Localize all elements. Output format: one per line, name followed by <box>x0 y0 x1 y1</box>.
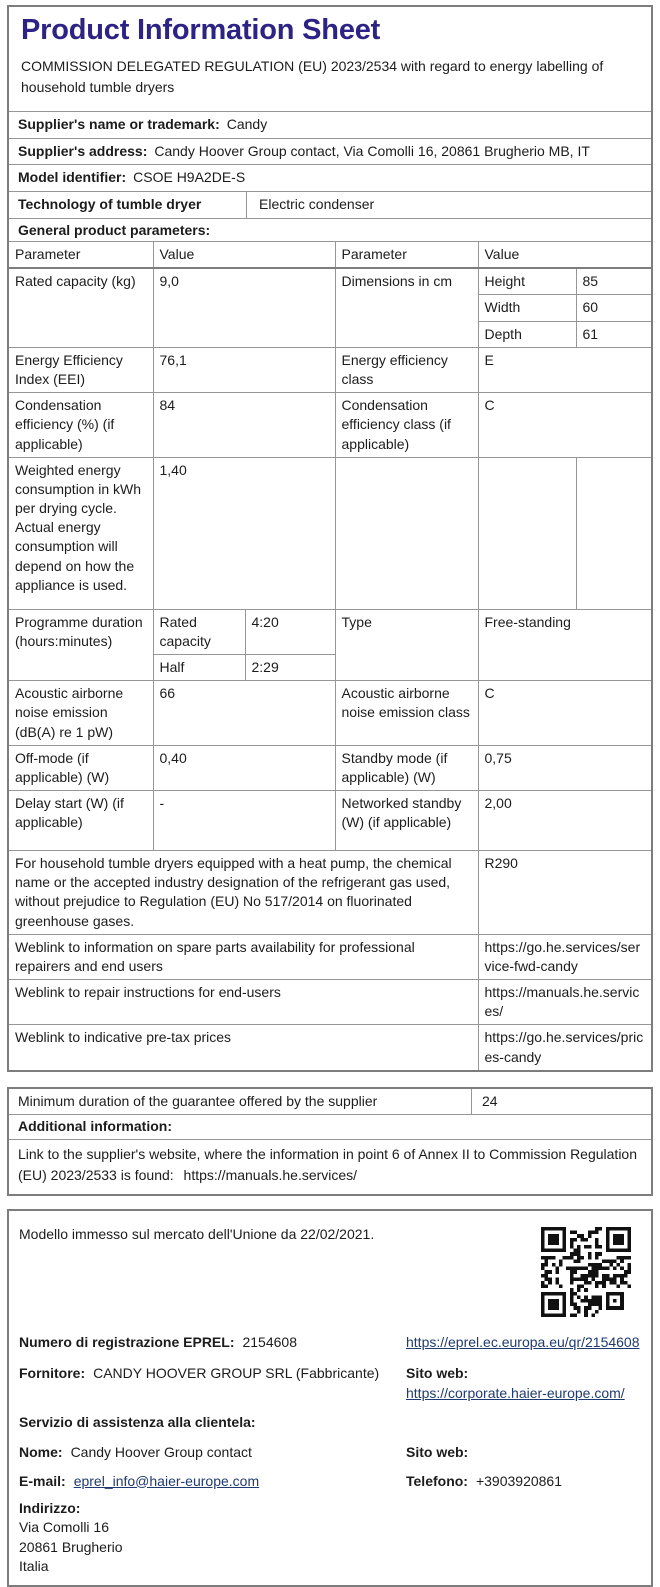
technology-label: Technology of tumble dryer <box>9 192 247 218</box>
eei-class-label: Energy efficiency class <box>335 347 478 392</box>
noise-class-value: C <box>478 681 651 746</box>
fornitore-left <box>19 1364 406 1384</box>
type-label: Type <box>335 609 478 681</box>
sito-web2-cell <box>406 1443 641 1463</box>
col-header-parameter-2: Parameter <box>335 242 478 269</box>
refrigerant-value: R290 <box>478 851 651 935</box>
rated-capacity-label: Rated capacity (kg) <box>9 268 153 347</box>
model-identifier-label: Model identifier: <box>18 169 127 186</box>
condensation-class-value: C <box>478 393 651 458</box>
table-row <box>9 934 651 979</box>
supplier-website-url: https://manuals.he.services/ <box>183 1166 358 1183</box>
italian-info-section <box>7 1209 653 1587</box>
table-row <box>9 1025 651 1070</box>
page-title: Product Information Sheet <box>21 14 381 46</box>
noise-value: 66 <box>153 681 335 746</box>
table-row <box>9 347 651 392</box>
email-left <box>19 1472 406 1492</box>
weblink-repair-value: https://manuals.he.services/ <box>478 980 651 1025</box>
sito-web2-label: Sito web: <box>406 1443 469 1460</box>
col-header-value-2: Value <box>478 242 651 269</box>
qr-code-icon <box>541 1227 631 1317</box>
noise-class-label: Acoustic airborne noise emission class <box>335 681 478 746</box>
offmode-label: Off-mode (if applicable) (W) <box>9 745 153 790</box>
delay-start-value: - <box>153 791 335 851</box>
programme-duration-label: Programme duration (hours:minutes) <box>9 609 153 681</box>
refrigerant-label: For household tumble dryers equipped with a heat pump, the chemical name or the accepted industry designation of the refrigerant gas used, without prejudice to Regulation (EU) No 517/2014 on fluorinated greenhouse gases. <box>9 851 478 935</box>
supplier-address-row <box>9 138 651 165</box>
networked-standby-label: Networked standby (W) (if applicable) <box>335 791 478 851</box>
fornitore-label: Fornitore: <box>19 1365 86 1382</box>
guarantee-label: Minimum duration of the guarantee offered by the supplier <box>9 1089 472 1115</box>
table-header-row <box>9 242 651 269</box>
product-info-sheet <box>7 5 653 1072</box>
table-row <box>9 791 651 851</box>
eei-label: Energy Efficiency Index (EEI) <box>9 347 153 392</box>
weblink-spare-parts-value: https://go.he.services/service-fwd-candy <box>478 934 651 979</box>
market-entry-note: Modello immesso sul mercato dell'Unione da 22/02/2021. <box>19 1225 375 1242</box>
energy-consumption-label: Weighted energy consumption in kWh per drying cycle. Actual energy consumption will depend on how the appliance is used. <box>9 457 153 609</box>
eprel-link[interactable]: https://eprel.ec.europa.eu/qr/2154608 <box>406 1333 640 1350</box>
address-line: Via Comolli 16 <box>19 1519 110 1536</box>
technology-value: Electric condenser <box>259 195 375 212</box>
table-row <box>9 681 651 746</box>
dim-height-label: Height <box>478 268 576 295</box>
indirizzo-block <box>19 1499 641 1576</box>
networked-standby-value: 2,00 <box>478 791 651 851</box>
condensation-efficiency-value: 84 <box>153 393 335 458</box>
supplier-website-text: Link to the supplier's website, where the information in point 6 of Annex II to Commission Regulation (EU) 2023/2533 is found: <box>18 1145 638 1183</box>
table-row <box>9 393 651 458</box>
type-value: Free-standing <box>478 609 651 681</box>
noise-label: Acoustic airborne noise emission (dB(A) re 1 pW) <box>9 681 153 746</box>
email-label: E-mail: <box>19 1472 66 1489</box>
col-header-parameter-1: Parameter <box>9 242 153 269</box>
regulation-text: COMMISSION DELEGATED REGULATION (EU) 2023/2534 with regard to energy labelling of household tumble dryers <box>21 57 604 96</box>
eei-value: 76,1 <box>153 347 335 392</box>
email-row <box>19 1472 641 1492</box>
indirizzo-label: Indirizzo: <box>19 1500 81 1517</box>
guarantee-value: 24 <box>482 1092 498 1109</box>
fornitore-value: CANDY HOOVER GROUP SRL (Fabbricante) <box>93 1365 380 1382</box>
sito-web-cell <box>406 1364 641 1403</box>
supplier-name-label: Supplier's name or trademark: <box>18 116 220 133</box>
table-row <box>9 745 651 790</box>
nome-left <box>19 1443 406 1463</box>
eei-class-value: E <box>478 347 651 392</box>
dim-depth-label: Depth <box>478 321 576 347</box>
delay-start-label: Delay start (W) (if applicable) <box>9 791 153 851</box>
empty-cell <box>335 457 478 609</box>
programme-rated-label: Rated capacity <box>153 609 245 654</box>
eprel-registration-row <box>19 1333 641 1353</box>
servizio-heading: Servizio di assistenza alla clientela: <box>19 1414 256 1431</box>
nome-row <box>19 1443 641 1463</box>
supplier-name-value: Candy <box>226 116 268 133</box>
table-row <box>9 457 651 609</box>
empty-cell <box>576 457 651 609</box>
title-block <box>9 7 651 111</box>
table-row <box>9 268 651 295</box>
eprel-link-cell <box>406 1333 641 1353</box>
telefono-cell <box>406 1472 641 1492</box>
supplier-address-value: Candy Hoover Group contact, Via Comolli 16, 20861 Brugherio MB, IT <box>154 142 590 159</box>
dim-width-value: 60 <box>576 295 651 321</box>
standby-value: 0,75 <box>478 745 651 790</box>
weblink-prices-label: Weblink to indicative pre-tax prices <box>9 1025 478 1070</box>
eprel-label: Numero di registrazione EPREL: <box>19 1333 235 1350</box>
standby-label: Standby mode (if applicable) (W) <box>335 745 478 790</box>
energy-consumption-value: 1,40 <box>153 457 335 609</box>
nome-label: Nome: <box>19 1443 63 1460</box>
email-link[interactable]: eprel_info@haier-europe.com <box>73 1472 260 1489</box>
technology-row <box>9 191 651 218</box>
address-line: Italia <box>19 1558 49 1575</box>
col-header-value-1: Value <box>153 242 335 269</box>
general-parameters-table <box>9 241 651 1070</box>
table-row <box>9 609 651 654</box>
telefono-value: +3903920861 <box>475 1472 563 1489</box>
guarantee-row <box>9 1089 651 1115</box>
table-row <box>9 980 651 1025</box>
programme-half-value: 2:29 <box>245 655 335 681</box>
model-identifier-value: CSOE H9A2DE-S <box>133 169 246 186</box>
weblink-prices-value: https://go.he.services/prices-candy <box>478 1025 651 1070</box>
eprel-registration-left <box>19 1333 406 1353</box>
general-parameters-heading: General product parameters: <box>9 218 651 242</box>
empty-cell <box>478 457 576 609</box>
dim-depth-value: 61 <box>576 321 651 347</box>
telefono-label: Telefono: <box>406 1472 468 1489</box>
guarantee-section <box>7 1087 653 1196</box>
condensation-class-label: Condensation efficiency class (if applicable) <box>335 393 478 458</box>
supplier-address-label: Supplier's address: <box>18 142 148 159</box>
dim-width-label: Width <box>478 295 576 321</box>
weblink-repair-label: Weblink to repair instructions for end-users <box>9 980 478 1025</box>
offmode-value: 0,40 <box>153 745 335 790</box>
fornitore-row <box>19 1364 641 1403</box>
programme-rated-value: 4:20 <box>245 609 335 654</box>
model-identifier-row <box>9 164 651 191</box>
condensation-efficiency-label: Condensation efficiency (%) (if applicable) <box>9 393 153 458</box>
dim-height-value: 85 <box>576 268 651 295</box>
programme-half-label: Half <box>153 655 245 681</box>
sito-web-link[interactable]: https://corporate.haier-europe.com/ <box>406 1384 625 1401</box>
additional-information-text <box>9 1139 651 1194</box>
additional-information-heading: Additional information: <box>9 1114 651 1139</box>
rated-capacity-value: 9,0 <box>153 268 335 347</box>
supplier-name-row <box>9 111 651 138</box>
eprel-number: 2154608 <box>242 1333 297 1350</box>
weblink-spare-parts-label: Weblink to information on spare parts availability for professional repairers and end users <box>9 934 478 979</box>
sito-web-label: Sito web: <box>406 1365 469 1382</box>
address-line: 20861 Brugherio <box>19 1538 123 1555</box>
dimensions-label: Dimensions in cm <box>335 268 478 347</box>
nome-value: Candy Hoover Group contact <box>70 1443 252 1460</box>
table-row <box>9 851 651 935</box>
